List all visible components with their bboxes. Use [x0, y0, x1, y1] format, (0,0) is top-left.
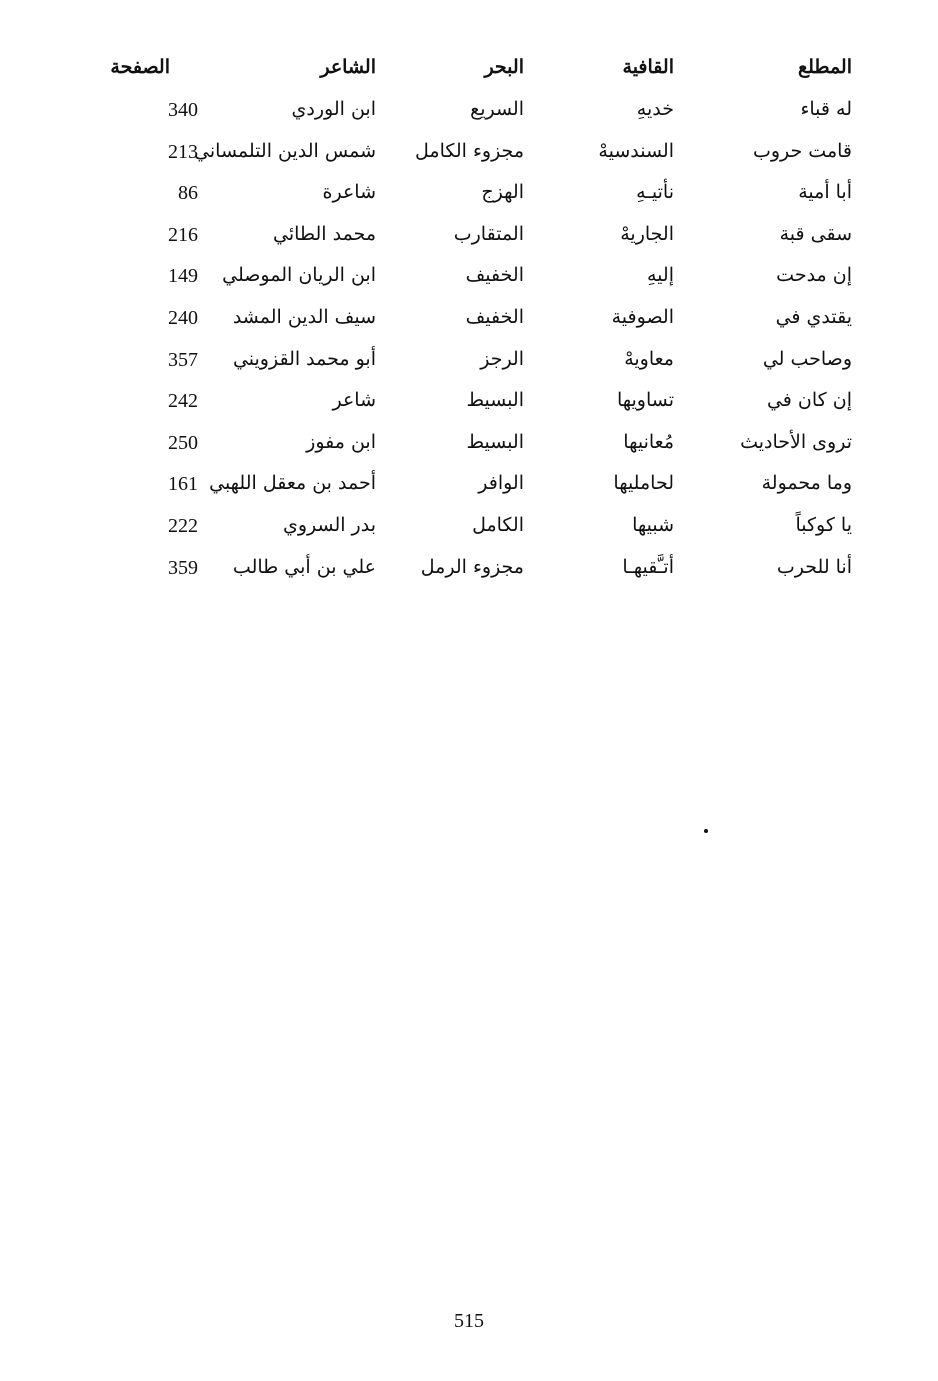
cell-bahr: الكامل: [472, 513, 524, 536]
cell-qafiya: أتـَّقيهـا: [622, 555, 674, 578]
cell-matla: وصاحب لي: [762, 347, 852, 370]
cell-shaer: شاعر: [332, 389, 376, 412]
cell-matla: أبا أمية: [798, 181, 852, 204]
cell-page: 86: [178, 182, 198, 205]
cell-page: 161: [168, 473, 198, 496]
cell-matla: أنا للحرب: [776, 555, 852, 578]
cell-bahr: الخفيف: [465, 305, 524, 328]
table-row: [100, 512, 852, 554]
cell-page: 242: [168, 390, 198, 413]
cell-matla: إن مدحت: [776, 264, 852, 287]
header-page: الصفحة: [110, 56, 170, 78]
cell-shaer: بدر السروي: [282, 513, 376, 536]
stray-dot: [704, 829, 708, 833]
cell-matla: تروى الأحاديث: [740, 430, 852, 453]
cell-matla: إن كان في: [766, 389, 852, 412]
cell-shaer: أحمد بن معقل اللهبي: [209, 472, 376, 495]
cell-page: 250: [168, 431, 198, 454]
cell-shaer: محمد الطائي: [272, 222, 376, 245]
cell-page: 222: [168, 514, 198, 537]
table-row: [100, 304, 852, 346]
cell-qafiya: إليهِ: [647, 264, 674, 287]
cell-qafiya: خديهِ: [636, 98, 674, 120]
cell-page: 359: [168, 556, 198, 579]
poetry-index-table: [100, 52, 852, 595]
cell-shaer: ابن الوردي: [291, 98, 376, 120]
cell-shaer: شاعرة: [322, 181, 376, 204]
header-bahr: البحر: [484, 56, 524, 78]
cell-qafiya: معاويهْ: [624, 347, 674, 370]
cell-bahr: مجزوء الرمل: [420, 555, 524, 578]
cell-page: 149: [168, 265, 198, 288]
cell-qafiya: تساويها: [616, 389, 674, 412]
cell-page: 340: [168, 99, 198, 121]
cell-bahr: البسيط: [466, 430, 524, 453]
cell-bahr: الهزج: [481, 181, 524, 204]
header-qafiya: القافية: [622, 56, 674, 78]
cell-qafiya: الصوفية: [611, 305, 674, 328]
table-row: [100, 138, 852, 180]
cell-matla: قامت حروب: [752, 139, 852, 162]
cell-page: 357: [168, 348, 198, 371]
cell-matla: وما محمولة: [761, 472, 852, 495]
cell-page: 213: [168, 140, 198, 163]
page-number: 515: [454, 1310, 484, 1332]
cell-matla: سقى قبة: [779, 222, 852, 245]
table-row: [100, 470, 852, 512]
cell-qafiya: شبيها: [632, 513, 674, 536]
cell-page: 240: [168, 306, 198, 329]
cell-shaer: علي بن أبي طالب: [232, 555, 376, 578]
cell-page: 216: [168, 223, 198, 246]
cell-qafiya: مُعانيها: [623, 430, 674, 453]
cell-bahr: الرجز: [480, 347, 524, 370]
cell-qafiya: لحامليها: [613, 472, 674, 495]
cell-qafiya: السندسيهْ: [598, 139, 674, 162]
cell-qafiya: الجاريهْ: [620, 222, 674, 245]
table-row: [100, 387, 852, 429]
cell-matla: له قباء: [800, 98, 852, 120]
cell-bahr: المتقارب: [453, 222, 524, 245]
cell-shaer: ابن مفوز: [306, 430, 376, 453]
cell-bahr: مجزوء الكامل: [415, 139, 524, 162]
table-row: [100, 262, 852, 304]
cell-shaer: أبو محمد القزويني: [232, 347, 376, 370]
cell-qafiya: نأتيـهِ: [636, 181, 674, 204]
cell-shaer: ابن الريان الموصلي: [222, 264, 376, 287]
cell-bahr: السريع: [470, 98, 524, 120]
table-row: [100, 554, 852, 596]
table-row: [100, 96, 852, 138]
table-row: [100, 179, 852, 221]
table-body: [100, 96, 852, 595]
table-header: [100, 52, 852, 96]
cell-shaer: شمس الدين التلمساني: [194, 139, 376, 162]
cell-bahr: الخفيف: [465, 264, 524, 287]
cell-matla: يا كوكباً: [795, 513, 852, 536]
table-row: [100, 346, 852, 388]
header-matla: المطلع: [797, 56, 852, 78]
header-shaer: الشاعر: [320, 56, 376, 78]
cell-shaer: سيف الدين المشد: [232, 305, 376, 328]
cell-bahr: البسيط: [466, 389, 524, 412]
table-row: [100, 429, 852, 471]
table-row: [100, 221, 852, 263]
cell-matla: يقتدي في: [775, 305, 852, 328]
cell-bahr: الوافر: [478, 472, 524, 495]
